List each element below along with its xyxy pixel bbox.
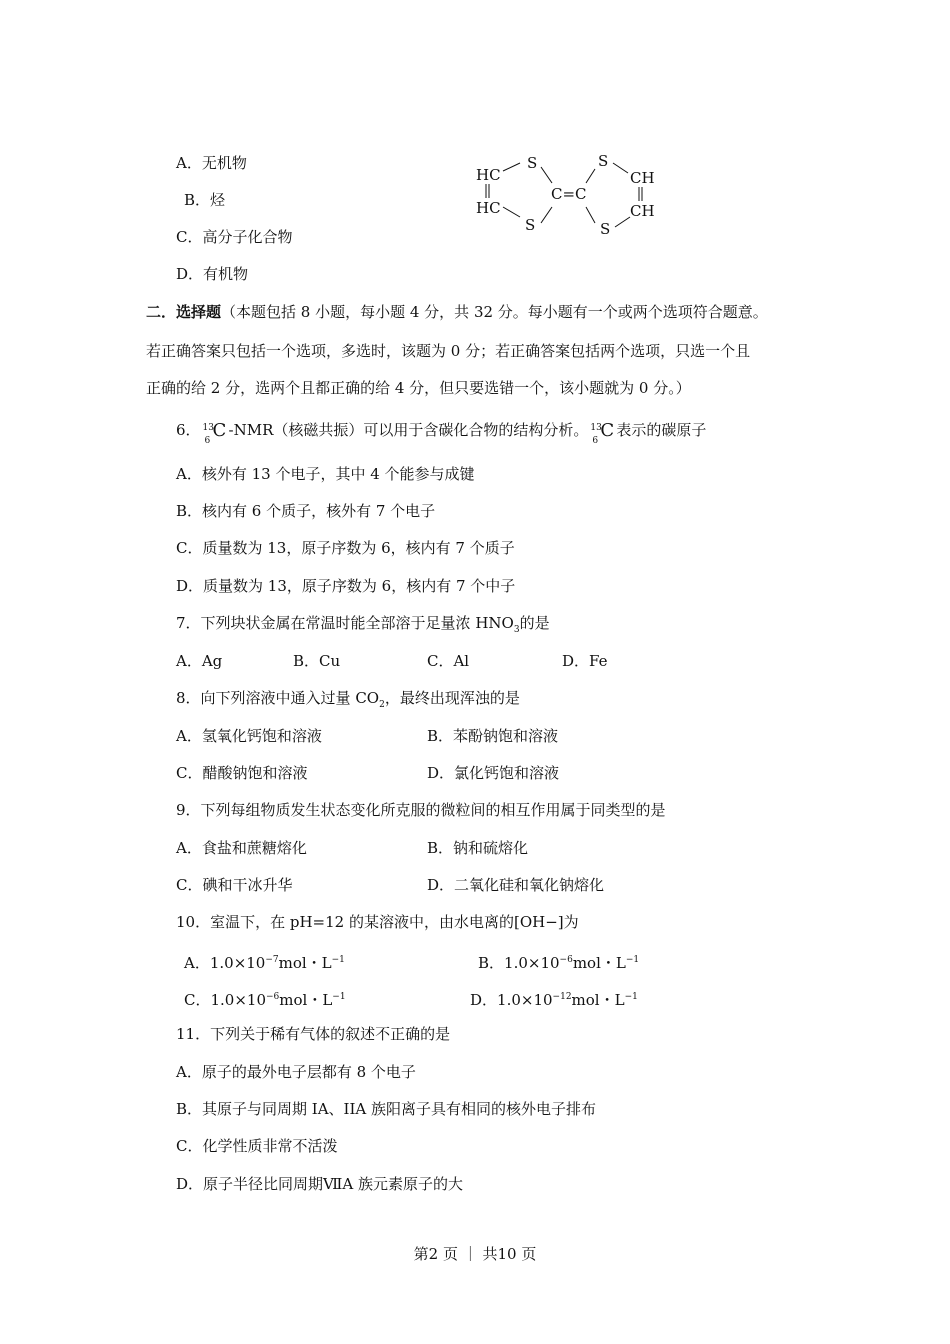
q7-option-c: C．Al	[427, 652, 470, 670]
isotope-mass: 13	[590, 423, 602, 433]
q10-a-post: mol・L	[278, 954, 332, 972]
q7-stem-b: 的是	[519, 614, 550, 632]
q7-stem	[176, 613, 550, 640]
q9-option-b: B．钠和硫熔化	[427, 839, 529, 857]
q10-option-a	[184, 950, 345, 973]
q10-d-post: mol・L	[571, 991, 625, 1009]
q10-d-exp2: −1	[624, 992, 638, 1002]
q10-c-pre: C．1.0×10	[184, 991, 266, 1009]
isotope-element: C	[212, 420, 227, 441]
q8-stem	[176, 688, 520, 715]
struct-ch-top: CH	[630, 169, 655, 187]
section2-text1: （本题包括 8 小题，每小题 4 分，共 32 分。每小题有一个或两个选项符合题意。	[221, 303, 768, 321]
q7-option-b: B．Cu	[293, 652, 341, 670]
struct-s1: S	[527, 154, 538, 172]
q11-option-a: A．原子的最外电子层都有 8 个电子	[176, 1063, 416, 1081]
struct-cc: C=C	[551, 185, 587, 203]
q6-number: 6．	[176, 421, 201, 439]
q10-a-pre: A．1.0×10	[184, 954, 266, 972]
q11-option-b: B．其原子与同周期 IA、IIA 族阳离子具有相同的核外电子排布	[176, 1100, 597, 1118]
q10-c-post: mol・L	[279, 991, 333, 1009]
q10-b-exp2: −1	[625, 955, 640, 965]
isotope-number: 6	[204, 436, 211, 446]
q10-a-exp: −7	[265, 955, 279, 965]
q8-stem-sub: 2	[379, 700, 385, 710]
q6-text2: 表示的碳原子	[616, 421, 707, 439]
q10-a-exp2: −1	[331, 955, 345, 965]
q6-option-d: D．质量数为 13，原子序数为 6，核内有 7 个中子	[176, 577, 516, 595]
q5-structure-diagram	[470, 145, 670, 245]
q9-option-a: A．食盐和蔗糖熔化	[176, 839, 307, 857]
q10-stem: 10．室温下，在 pH=12 的某溶液中，由水电离的[OH−]为	[176, 913, 579, 931]
q5-option-b: B．烃	[184, 191, 226, 209]
q8-option-a: A．氢氧化钙饱和溶液	[176, 727, 322, 745]
struct-s4: S	[600, 220, 611, 238]
section2-intro-line1	[146, 302, 768, 322]
q6-isotope-1	[201, 420, 229, 446]
q10-option-d	[470, 987, 638, 1010]
q10-c-exp2: −1	[332, 992, 346, 1002]
q7-stem-sub: 3	[513, 625, 520, 635]
q10-c-exp: −6	[266, 992, 280, 1002]
isotope-element: C	[600, 420, 615, 441]
struct-hc-bot: HC	[476, 199, 501, 217]
q10-b-post: mol・L	[572, 954, 626, 972]
struct-ch-bot: CH	[630, 202, 655, 220]
q8-stem-a: 8．向下列溶液中通入过量 CO	[176, 689, 380, 707]
q9-option-d: D．二氧化硅和氧化钠熔化	[427, 876, 605, 894]
q8-option-c: C．醋酸钠饱和溶液	[176, 764, 308, 782]
page-footer: 第2 页 ｜ 共10 页	[413, 1245, 537, 1263]
q10-d-pre: D．1.0×10	[470, 991, 553, 1009]
q5-option-c: C．高分子化合物	[176, 228, 293, 246]
struct-s3: S	[598, 152, 609, 170]
isotope-mass: 13	[202, 423, 214, 433]
struct-s2: S	[525, 216, 536, 234]
q6-isotope-2	[588, 420, 616, 446]
q6-stem	[176, 420, 707, 446]
q9-option-c: C．碘和干冰升华	[176, 876, 293, 894]
q5-option-d: D．有机物	[176, 265, 249, 283]
q6-text1: -NMR（核磁共振）可以用于含碳化合物的结构分析。	[228, 421, 589, 439]
isotope-number: 6	[592, 436, 599, 446]
section2-intro-line3: 正确的给 2 分，选两个且都正确的给 4 分，但只要选错一个，该小题就为 0 分。）	[146, 379, 691, 397]
q10-b-pre: B．1.0×10	[478, 954, 560, 972]
q10-d-exp: −12	[552, 992, 572, 1002]
section2-title: 二．选择题	[146, 303, 222, 321]
q10-option-c	[184, 987, 346, 1010]
q10-option-b	[478, 950, 639, 973]
q8-stem-b: ，最终出现浑浊的是	[384, 689, 520, 707]
struct-hc-top: HC	[476, 166, 501, 184]
q7-stem-a: 7．下列块状金属在常温时能全部溶于足量浓 HNO	[176, 614, 514, 632]
q11-option-c: C．化学性质非常不活泼	[176, 1137, 338, 1155]
q10-b-exp: −6	[559, 955, 573, 965]
q9-stem: 9．下列每组物质发生状态变化所克服的微粒间的相互作用属于同类型的是	[176, 801, 666, 819]
q7-option-a: A．Ag	[176, 652, 223, 670]
q11-option-d: D．原子半径比同周期ⅦA 族元素原子的大	[176, 1175, 463, 1193]
q5-option-a: A．无机物	[176, 154, 247, 172]
q8-option-b: B．苯酚钠饱和溶液	[427, 727, 559, 745]
section2-intro-line2: 若正确答案只包括一个选项，多选时，该题为 0 分；若正确答案包括两个选项，只选一个且	[146, 342, 751, 360]
q7-option-d: D．Fe	[562, 652, 608, 670]
q6-option-b: B．核内有 6 个质子，核外有 7 个电子	[176, 502, 436, 520]
q6-option-a: A．核外有 13 个电子，其中 4 个能参与成键	[176, 465, 475, 483]
q11-stem: 11．下列关于稀有气体的叙述不正确的是	[176, 1025, 451, 1043]
q6-option-c: C．质量数为 13，原子序数为 6，核内有 7 个质子	[176, 539, 515, 557]
q8-option-d: D．氯化钙饱和溶液	[427, 764, 560, 782]
